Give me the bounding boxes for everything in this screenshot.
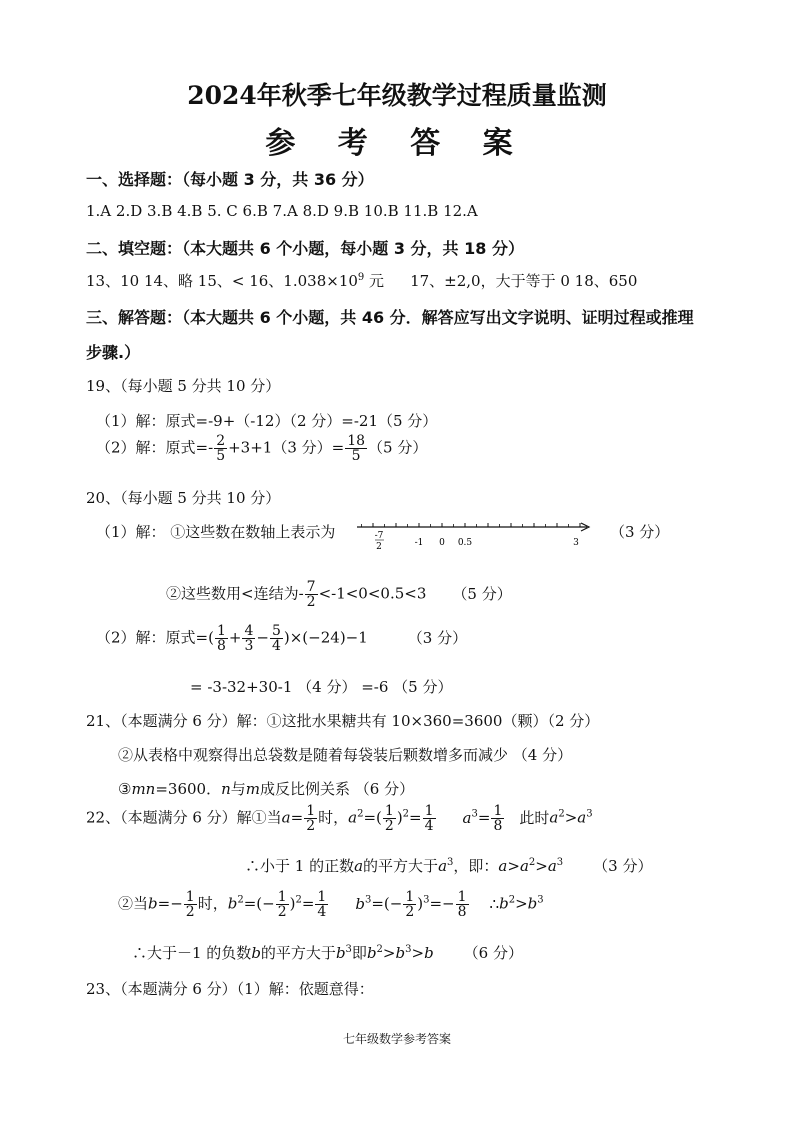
q21-text: =3600． xyxy=(155,780,222,798)
q19-heading: 19、（每小题 5 分共 10 分） xyxy=(86,377,281,395)
q21-line3 xyxy=(118,778,414,799)
q19-part2 xyxy=(96,434,427,463)
section1-answers: 1.A 2.D 3.B 4.B 5. C 6.B 7.A 8.D 9.B 10.B 11.B 12.A xyxy=(86,202,478,220)
exp: 2 xyxy=(528,857,536,868)
q20-part2-line2: = -3-32+30-1 （4 分） =-6 （5 分） xyxy=(190,678,453,696)
var-b: b xyxy=(227,894,238,913)
var-n: n xyxy=(221,780,231,798)
frac-num: 1 xyxy=(384,803,394,819)
q22-text: ②当 xyxy=(118,894,149,913)
q20-part2-text-a: （2）解：原式=( xyxy=(96,628,214,647)
frac-num: 4 xyxy=(244,623,254,639)
q22-text: ) xyxy=(417,894,424,913)
frac-den: 2 xyxy=(185,904,195,920)
fraction-18-5 xyxy=(345,434,367,463)
frac-den: 3 xyxy=(244,638,254,654)
q22-text: =( xyxy=(363,808,382,827)
fraction-5-4 xyxy=(270,624,283,653)
frac-den: 2 xyxy=(405,904,415,920)
fraction-1-8 xyxy=(215,624,228,653)
frac-num: 1 xyxy=(457,889,467,905)
tick-label-neg-1: -1 xyxy=(414,538,424,548)
q23-line1: 23、（本题满分 6 分）（1）解：依题意得： xyxy=(86,980,374,998)
q20-order-text-b: <-1<0<0.5<3 xyxy=(318,584,427,603)
svg-text:2: 2 xyxy=(376,542,382,552)
q22-text: ) xyxy=(289,894,296,913)
q22-text: = xyxy=(290,808,304,827)
q22-text: ∴ xyxy=(489,894,500,913)
exp: 3 xyxy=(405,944,412,955)
section1-heading: 一、选择题：（每小题 3 分，共 36 分） xyxy=(86,170,374,189)
var-a: a xyxy=(577,808,587,827)
var-a: a xyxy=(547,857,557,875)
fraction-1-8 xyxy=(456,890,469,919)
frac-num: 1 xyxy=(185,889,195,905)
var-b: b xyxy=(251,944,261,962)
tick-label-0-5: 0.5 xyxy=(457,538,473,548)
tick-label-neg-7-2 xyxy=(375,531,384,552)
frac-num: 2 xyxy=(216,433,226,449)
frac-num: 1 xyxy=(216,623,226,639)
frac-num: 5 xyxy=(271,623,281,639)
section3-heading-line2: 步骤.） xyxy=(86,343,141,362)
q22-text: 即 xyxy=(351,944,367,962)
exp: 3 xyxy=(423,894,430,906)
q22-score: （3 分） xyxy=(593,857,653,875)
q22-text: ，即： xyxy=(453,857,499,875)
q20-part2-text-b: )×(−24)−1 xyxy=(283,628,368,647)
exp: 2 xyxy=(237,894,244,906)
q22-text: =(− xyxy=(243,894,275,913)
var-b: b xyxy=(335,944,346,962)
exp: 2 xyxy=(376,944,383,955)
exp: 3 xyxy=(471,808,478,820)
var-b: b xyxy=(395,944,406,962)
q22-text: ∴小于 1 的正数 xyxy=(245,857,355,875)
q21-line2: ②从表格中观察得出总袋数是随着每袋装后颗数增多而减少 （4 分） xyxy=(118,746,573,764)
q20-part1-intro: （1）解： ①这些数在数轴上表示为 xyxy=(96,523,336,541)
var-b: b xyxy=(355,894,365,913)
exp: 2 xyxy=(357,808,364,820)
var-m: m xyxy=(245,780,261,798)
var-b: b xyxy=(424,944,434,962)
q22-line1 xyxy=(86,804,593,833)
q22-text: 的平方大于 xyxy=(363,857,439,875)
frac-den: 2 xyxy=(384,818,394,834)
var-a: a xyxy=(348,808,358,827)
q22-text: > xyxy=(507,857,520,875)
q22-line2 xyxy=(245,855,652,876)
q22-text: = xyxy=(301,894,315,913)
var-mn: mn xyxy=(131,780,156,798)
var-a: a xyxy=(549,808,559,827)
var-a: a xyxy=(354,857,364,875)
q21-circled-3: ③ xyxy=(118,780,132,798)
q20-part2-score: （3 分） xyxy=(407,628,468,647)
var-b: b xyxy=(148,894,158,913)
q22-text: 时， xyxy=(318,808,349,827)
unit-yuan: 元 xyxy=(364,272,385,290)
q22-text: =(− xyxy=(371,894,403,913)
exp: 2 xyxy=(295,894,302,906)
var-a: a xyxy=(281,808,291,827)
q20-heading: 20、（每小题 5 分共 10 分） xyxy=(86,489,281,507)
exp: 3 xyxy=(586,808,593,820)
var-a: a xyxy=(519,857,529,875)
q20-part2: （2）解：原式=( $\frac{1}{8}$ + $\frac{4}{3}$ − $\frac{5}{4}$ )×(−24)−1 （3 分） xyxy=(96,623,468,654)
q20-order-text-a: ②这些数用<连结为- xyxy=(166,584,304,603)
q22-text: ) xyxy=(396,808,403,827)
frac-num: 1 xyxy=(317,889,327,905)
fraction-1-2 xyxy=(403,890,416,919)
fraction-1-2 xyxy=(304,804,317,833)
var-a: a xyxy=(438,857,448,875)
q20-order-score: （5 分） xyxy=(452,584,512,603)
frac-num: 1 xyxy=(306,803,316,819)
q21-text: 与 xyxy=(230,780,246,798)
fraction-1-2 xyxy=(276,890,289,919)
q22-text: > xyxy=(535,857,548,875)
fraction-7-2 xyxy=(305,580,318,609)
exp: 2 xyxy=(558,808,565,820)
frac-den: 5 xyxy=(216,448,226,464)
answers-13-16: 13、10 14、略 15、< 16、1.038×10 xyxy=(86,272,358,290)
q22-text: > xyxy=(564,808,578,827)
q20-part1-score: （3 分） xyxy=(610,523,670,541)
q19-part2-text-b: +3+1（3 分）= xyxy=(228,438,345,457)
tick-label-0: 0 xyxy=(439,538,445,548)
svg-text:-7: -7 xyxy=(374,531,384,541)
q22-score: （6 分） xyxy=(463,944,523,962)
q22-text: 的平方大于 xyxy=(260,944,336,962)
q22-line3 xyxy=(118,890,544,919)
q19-part2-text-c: （5 分） xyxy=(368,438,428,457)
tick-label-3: 3 xyxy=(573,538,579,548)
page-footer: 七年级数学参考答案 xyxy=(342,1032,451,1046)
q19-part2-text-a: （2）解：原式=- xyxy=(96,438,214,457)
fraction-1-8 xyxy=(491,804,504,833)
frac-num: 7 xyxy=(306,579,316,595)
section3-heading-line1: 三、解答题：（本大题共 6 个小题，共 46 分．解答应写出文字说明、证明过程或推理 xyxy=(86,308,694,327)
page-title: 2024年秋季七年级教学过程质量监测 xyxy=(187,81,607,110)
var-b: b xyxy=(366,944,377,962)
frac-den: 2 xyxy=(306,594,316,610)
exp: 3 xyxy=(537,894,544,906)
q22-text: 22、（本题满分 6 分）解①当 xyxy=(86,808,282,827)
q22-text: > xyxy=(382,944,396,962)
exponent-9: 9 xyxy=(357,272,365,283)
q22-text: > xyxy=(411,944,425,962)
exp: 3 xyxy=(447,857,454,868)
q20-part1-order xyxy=(166,580,512,609)
q22-text: = xyxy=(477,808,491,827)
frac-den: 2 xyxy=(277,904,287,920)
q22-line4 xyxy=(132,942,523,963)
answers-17-18: 17、±2,0，大于等于 0 18、650 xyxy=(410,272,638,290)
fraction-1-4 xyxy=(423,804,436,833)
section2-heading: 二、填空题：（本大题共 6 个小题，每小题 3 分，共 18 分） xyxy=(86,239,524,258)
fraction-1-2 xyxy=(383,804,396,833)
exp: 2 xyxy=(402,808,410,820)
q22-text: = xyxy=(409,808,422,827)
section2-answers xyxy=(86,270,637,291)
q21-text: 成反比例关系 （6 分） xyxy=(260,780,415,798)
frac-den: 2 xyxy=(306,818,316,834)
frac-den: 4 xyxy=(271,638,281,654)
frac-num: 1 xyxy=(277,889,287,905)
exp: 3 xyxy=(364,894,372,906)
q22-text: =− xyxy=(157,894,183,913)
q21-line1: 21、（本题满分 6 分）解：①这批水果糖共有 10×360=3600（颗）（2 分） xyxy=(86,712,600,730)
q22-text: > xyxy=(515,894,528,913)
exp: 3 xyxy=(556,857,564,868)
q22-text: =− xyxy=(429,894,455,913)
frac-den: 4 xyxy=(317,904,327,920)
frac-den: 8 xyxy=(216,638,226,654)
frac-den: 8 xyxy=(457,904,467,920)
var-b: b xyxy=(527,894,538,913)
frac-den: 8 xyxy=(493,818,503,834)
exp: 3 xyxy=(345,944,352,955)
fraction-4-3 xyxy=(242,624,255,653)
q22-text: 此时 xyxy=(519,808,550,827)
q22-text: 时， xyxy=(197,894,228,913)
var-a: a xyxy=(498,857,508,875)
q19-part1: （1）解：原式=-9+（-12）（2 分）=-21（5 分） xyxy=(96,412,438,430)
frac-den: 4 xyxy=(424,818,434,834)
frac-num: 18 xyxy=(347,433,366,449)
frac-num: 1 xyxy=(424,803,434,819)
fraction-2-5 xyxy=(214,434,227,463)
number-line xyxy=(355,515,600,553)
frac-num: 1 xyxy=(405,889,415,905)
q22-text: ∴大于－1 的负数 xyxy=(132,944,252,962)
frac-num: 1 xyxy=(493,803,503,819)
page-subtitle: 参 考 答 案 xyxy=(265,126,529,161)
fraction-1-2 xyxy=(184,890,197,919)
fraction-1-4 xyxy=(315,890,328,919)
frac-den: 5 xyxy=(351,448,361,464)
var-b: b xyxy=(499,894,509,913)
var-a: a xyxy=(462,808,472,827)
exp: 2 xyxy=(508,894,516,906)
